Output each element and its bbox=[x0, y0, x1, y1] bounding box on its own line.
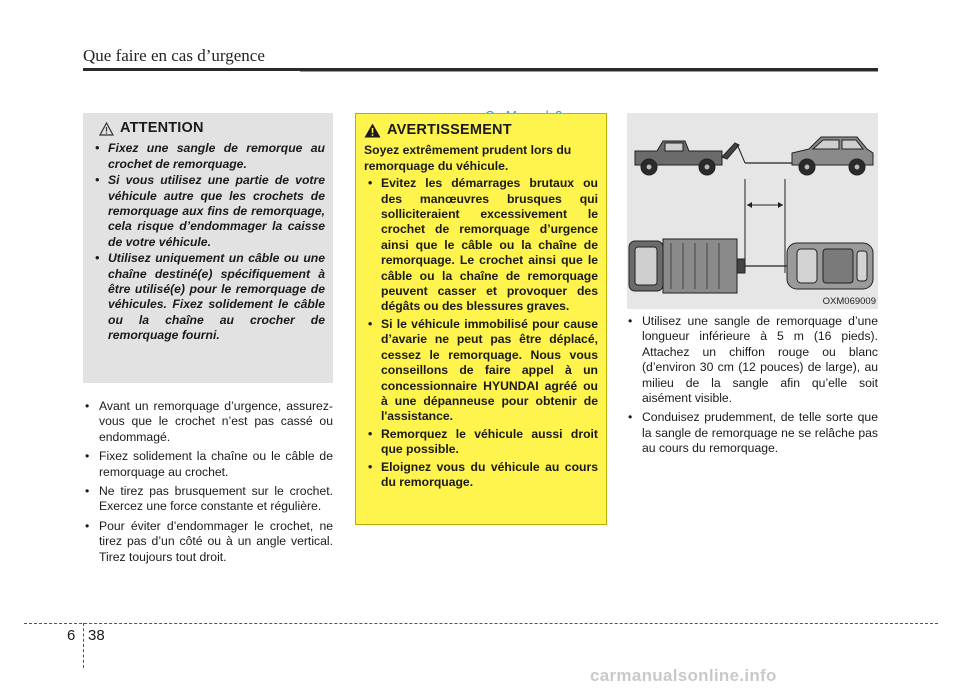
attention-box bbox=[83, 113, 333, 383]
tow-diagram bbox=[627, 113, 878, 309]
attention-item: • Si vous utilisez une partie de votre véhicule autre que les crochets de remorquage aux fins de remorquage, cela risque d’endommager la caisse de votre véhicule. bbox=[91, 173, 325, 250]
list-item: • Utilisez une sangle de remorquage d’une longueur inférieure à 5 m (16 pieds). Attachez un chiffon rouge ou blanc (d’environ 30 cm (12 pouces) de large), au milieu de la sangle afin qu’elle soit aisément visible. bbox=[626, 314, 878, 406]
warning-triangle-icon bbox=[364, 123, 381, 138]
header-rule-thin bbox=[300, 71, 878, 72]
list-item: • Avant un remorquage d’urgence, assurez-vous que le crochet n’est pas cassé ou endommagé. bbox=[83, 399, 333, 445]
attention-title: ATTENTION bbox=[120, 120, 204, 136]
warning-list bbox=[364, 176, 598, 490]
list-item: • Fixez solidement la chaîne ou le câble de remorquage au crochet. bbox=[83, 449, 333, 480]
section-number: 6 bbox=[67, 627, 76, 644]
attention-list bbox=[91, 141, 325, 343]
attention-header bbox=[91, 121, 325, 136]
page-header-title: Que faire en cas d’urgence bbox=[83, 46, 265, 65]
list-item: • Conduisez prudemment, de telle sorte que la sangle de remorquage ne se relâche pas au cours du remorquage. bbox=[626, 410, 878, 456]
list-item: • Ne tirez pas brusquement sur le crochet. Exercez une force constante et régulière. bbox=[83, 484, 333, 515]
figure-caption: OXM069009 bbox=[822, 296, 876, 307]
warning-box bbox=[355, 113, 607, 525]
watermark-bottom: carmanualsonline.info bbox=[590, 666, 777, 685]
attention-item: • Fixez une sangle de remorque au crochet de remorquage. bbox=[91, 141, 325, 172]
warning-item: • Evitez les démarrages brutaux ou des manœuvres brusques qui solliciteraient excessivement le crochet de remorquage d’urgence ainsi que le câble ou la chaîne de remorquage. Le crochet ainsi que le câble ou la chaîne de remorquage peuvent casser et provoquer des dégâts ou des blessures graves. bbox=[364, 176, 598, 315]
warning-triangle-icon bbox=[99, 122, 114, 136]
warning-item: • Eloignez vous du véhicule au cours du remorquage. bbox=[364, 460, 598, 491]
towing-illustration bbox=[627, 113, 878, 309]
warning-intro: Soyez extrêmement prudent lors du remorquage du véhicule. bbox=[364, 143, 572, 173]
footer-divider bbox=[83, 623, 84, 668]
warning-item: • Si le véhicule immobilisé pour cause d’avarie ne peut pas être déplacé, cessez le remorquage. Nous vous conseillons de faire appel à un concessionnaire HYUNDAI agréé ou à une dépanneuse pour obtenir de l'assistance. bbox=[364, 317, 598, 425]
right-instructions-list bbox=[626, 314, 878, 461]
page-number: 38 bbox=[88, 627, 105, 644]
warning-title: AVERTISSEMENT bbox=[387, 122, 512, 138]
warning-item: • Remorquez le véhicule aussi droit que possible. bbox=[364, 427, 598, 458]
footer-rule bbox=[24, 623, 938, 624]
left-instructions-list bbox=[83, 399, 333, 569]
suv-side-icon bbox=[792, 137, 873, 175]
suv-top-icon bbox=[787, 243, 873, 289]
tow-truck-side-icon bbox=[635, 141, 745, 175]
attention-item: • Utilisez uniquement un câble ou une chaîne destiné(e) spécifiquement à être utilisé(e) pour le remorquage de véhicules. Fixez solidement le câble ou la chaîne au crocher de remorquage fourni. bbox=[91, 251, 325, 343]
list-item: • Pour éviter d’endommager le crochet, ne tirez pas d’un côté ou à un angle vertical. Tirez toujours tout droit. bbox=[83, 519, 333, 565]
tow-truck-top-icon bbox=[629, 239, 745, 293]
warning-header bbox=[364, 123, 598, 138]
